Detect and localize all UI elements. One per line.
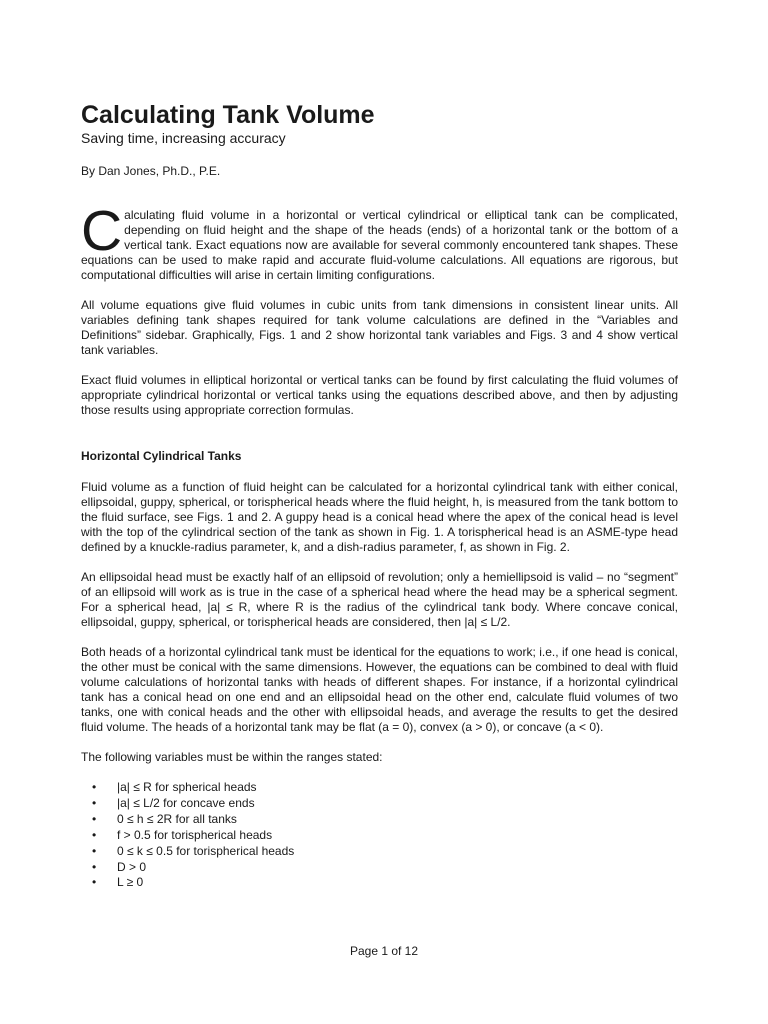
paragraph-ellipsoidal-head: An ellipsoidal head must be exactly half of an ellipsoid of revolution; only a hemiellipsoid is valid – no “segment” of an ellipsoid will work as is true in the case of a spherical head where the head may be a spherical segment. For a spherical head, |a| ≤ R, where R is the radius of the cylindrical tank body. Where concave conical, ellipsoidal, guppy, spherical, or torispherical heads are considered, then |a| ≤ L/2. — [81, 570, 678, 629]
page-number: Page 1 of 12 — [349, 944, 419, 958]
document-title: Calculating Tank Volume — [81, 101, 375, 129]
list-item: • 0 ≤ k ≤ 0.5 for torispherical heads — [92, 844, 678, 860]
paragraph-variables: All volume equations give fluid volumes in cubic units from tank dimensions in consistent linear units. All variables defining tank shapes required for tank volume calculations are defined in the “Variables and Definitions” sidebar. Graphically, Figs. 1 and 2 show horizontal tank variables and Figs. 3 and 4 show vertical tank variables. — [81, 298, 678, 357]
byline: By Dan Jones, Ph.D., P.E. — [81, 164, 221, 178]
document-page — [81, 100, 678, 891]
drop-cap: C — [81, 199, 123, 263]
paragraph-fluid-volume: Fluid volume as a function of fluid height can be calculated for a horizontal cylindrical tank with either conical, ellipsoidal, guppy, spherical, or torispherical heads where the fluid height, h, is measured from the tank bottom to the fluid surface, see Figs. 1 and 2. A guppy head is a conical head where the apex of the conical head is level with the top of the cylindrical section of the tank as shown in Fig. 1. A torispherical head is an ASME-type head defined by a knuckle-radius parameter, k, and a dish-radius parameter, f, as shown in Fig. 2. — [81, 480, 678, 554]
list-item: • L ≥ 0 — [92, 875, 678, 891]
list-item: • D > 0 — [92, 860, 678, 876]
document-subtitle: Saving time, increasing accuracy — [81, 130, 286, 146]
paragraph-elliptical: Exact fluid volumes in elliptical horizontal or vertical tanks can be found by first calculating the fluid volumes of appropriate cylindrical horizontal or vertical tanks using the equations described above, and then by adjusting those results using appropriate correction formulas. — [81, 373, 678, 417]
paragraph-ranges-intro: The following variables must be within the ranges stated: — [81, 750, 383, 764]
paragraph-identical-heads: Both heads of a horizontal cylindrical tank must be identical for the equations to work; i.e., if one head is conical, the other must be conical with the same dimensions. However, the equations can be combined to deal with fluid volume calculations of horizontal tanks with heads of different shapes. For instance, if a horizontal cylindrical tank has a conical head on one end and an ellipsoidal head on the other end, calculate fluid volumes of two tanks, one with conical heads and the other with ellipsoidal heads, and average the results to get the desired fluid volume. The heads of a horizontal tank may be flat (a = 0), convex (a > 0), or concave (a < 0). — [81, 645, 678, 734]
ranges-list — [81, 780, 678, 891]
intro-paragraph — [81, 199, 678, 283]
section-heading: Horizontal Cylindrical Tanks — [81, 449, 242, 463]
list-item: • |a| ≤ L/2 for concave ends — [92, 796, 678, 812]
intro-text: alculating fluid volume in a horizontal or vertical cylindrical or elliptical tank can be complicated, depending on fluid height and the shape of the heads (ends) of a horizontal tank or the bottom of a vertical tank. Exact equations now are available for several commonly encountered tank shapes. These equations can be used to make rapid and accurate fluid-volume calculations. All equations are rigorous, but computational difficulties will arise in certain limiting configurations. — [81, 208, 678, 282]
list-item: • 0 ≤ h ≤ 2R for all tanks — [92, 812, 678, 828]
list-item: • |a| ≤ R for spherical heads — [92, 780, 678, 796]
list-item: • f > 0.5 for torispherical heads — [92, 828, 678, 844]
